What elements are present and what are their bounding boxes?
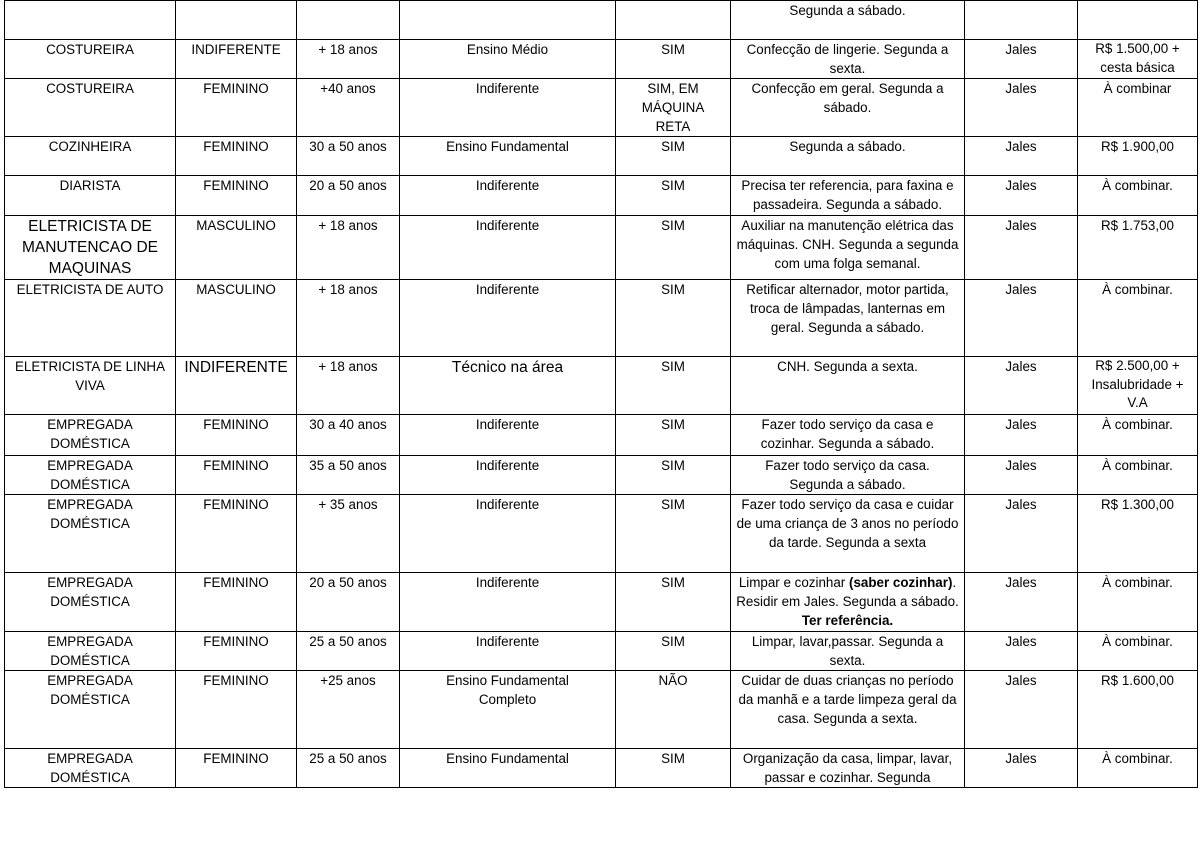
experiencia-cell: SIM [616,495,731,573]
descricao-cell: Precisa ter referencia, para faxina e passadeira. Segunda a sábado. [731,176,965,216]
escolaridade-cell: Indiferente [400,216,616,280]
descricao-cell: Limpar, lavar,passar. Segunda a sexta. [731,632,965,671]
cidade-cell: Jales [965,749,1078,788]
salario-cell: À combinar. [1078,176,1198,216]
sexo-cell: MASCULINO [176,216,297,280]
descricao-cell: Fazer todo serviço da casa. Segunda a sábado. [731,456,965,495]
cargo-cell: EMPREGADA DOMÉSTICA [5,671,176,749]
escolaridade-cell: Ensino Médio [400,40,616,79]
escolaridade-cell: Indiferente [400,456,616,495]
idade-cell: +25 anos [297,671,400,749]
cargo-cell: ELETRICISTA DE MANUTENCAO DE MAQUINAS [5,216,176,280]
experiencia-cell: SIM [616,632,731,671]
cargo-cell: ELETRICISTA DE AUTO [5,280,176,357]
table-row [5,216,1198,280]
descricao-cell: Cuidar de duas crianças no período da manhã e a tarde limpeza geral da casa. Segunda a sexta. [731,671,965,749]
descricao-cell: Confecção de lingerie. Segunda a sexta. [731,40,965,79]
escolaridade-cell: Indiferente [400,415,616,456]
sexo-cell: FEMININO [176,456,297,495]
sexo-cell: INDIFERENTE [176,357,297,415]
descricao-cell: CNH. Segunda a sexta. [731,357,965,415]
cargo-cell: EMPREGADA DOMÉSTICA [5,415,176,456]
descricao-cell: Fazer todo serviço da casa e cozinhar. Segunda a sábado. [731,415,965,456]
cargo-cell: COSTUREIRA [5,40,176,79]
salario-cell: À combinar. [1078,456,1198,495]
cargo-cell [5,1,176,40]
escolaridade-cell: Técnico na área [400,357,616,415]
cargo-cell: EMPREGADA DOMÉSTICA [5,495,176,573]
cidade-cell: Jales [965,573,1078,632]
descricao-text: Limpar e cozinhar [738,575,849,590]
table-row [5,573,1198,632]
sexo-cell: FEMININO [176,79,297,137]
cidade-cell: Jales [965,632,1078,671]
table-row [5,280,1198,357]
table-row [5,357,1198,415]
cidade-cell: Jales [965,671,1078,749]
cargo-cell: COSTUREIRA [5,79,176,137]
salario-cell [1078,1,1198,40]
experiencia-cell: SIM [616,415,731,456]
experiencia-cell: SIM [616,456,731,495]
descricao-text: . Residir em Jales. Segunda a sábado. [736,575,959,609]
job-listings-table [4,0,1198,788]
salario-cell: R$ 1.900,00 [1078,137,1198,176]
cidade-cell: Jales [965,216,1078,280]
cidade-cell: Jales [965,280,1078,357]
descricao-cell: Retificar alternador, motor partida, troca de lâmpadas, lanternas em geral. Segunda a sábado. [731,280,965,357]
idade-cell: + 18 anos [297,357,400,415]
idade-cell: 30 a 40 anos [297,415,400,456]
descricao-cell: Organização da casa, limpar, lavar, passar e cozinhar. Segunda [731,749,965,788]
cargo-cell: EMPREGADA DOMÉSTICA [5,749,176,788]
idade-cell: 20 a 50 anos [297,176,400,216]
idade-cell: + 18 anos [297,40,400,79]
experiencia-cell: SIM [616,357,731,415]
escolaridade-cell: Indiferente [400,495,616,573]
cidade-cell: Jales [965,137,1078,176]
salario-cell: À combinar. [1078,749,1198,788]
sexo-cell [176,1,297,40]
experiencia-cell [616,1,731,40]
escolaridade-cell: Indiferente [400,573,616,632]
escolaridade-cell: Indiferente [400,176,616,216]
table-row [5,176,1198,216]
table-row [5,137,1198,176]
descricao-cell: Auxiliar na manutenção elétrica das máquinas. CNH. Segunda a segunda com uma folga semanal. [731,216,965,280]
table-row [5,456,1198,495]
cargo-cell: EMPREGADA DOMÉSTICA [5,573,176,632]
sexo-cell: FEMININO [176,632,297,671]
cidade-cell: Jales [965,79,1078,137]
experiencia-cell: SIM [616,280,731,357]
cargo-cell: ELETRICISTA DE LINHA VIVA [5,357,176,415]
idade-cell: + 35 anos [297,495,400,573]
idade-cell: +40 anos [297,79,400,137]
salario-cell: R$ 2.500,00 + Insalubridade + V.A [1078,357,1198,415]
idade-cell: + 18 anos [297,216,400,280]
salario-cell: À combinar. [1078,632,1198,671]
experiencia-cell: SIM [616,573,731,632]
table-row [5,632,1198,671]
descricao-bold-text: Ter referência. [801,613,894,628]
salario-cell: À combinar. [1078,573,1198,632]
idade-cell: 20 a 50 anos [297,573,400,632]
sexo-cell: FEMININO [176,176,297,216]
escolaridade-cell: Ensino Fundamental Completo [400,671,616,749]
cidade-cell: Jales [965,357,1078,415]
descricao-cell: Confecção em geral. Segunda a sábado. [731,79,965,137]
descricao-bold-text: (saber cozinhar) [848,575,953,590]
table-row [5,415,1198,456]
sexo-cell: FEMININO [176,671,297,749]
idade-cell: 25 a 50 anos [297,749,400,788]
escolaridade-cell: Indiferente [400,632,616,671]
cargo-cell: COZINHEIRA [5,137,176,176]
cargo-cell: DIARISTA [5,176,176,216]
cidade-cell: Jales [965,415,1078,456]
cidade-cell [965,1,1078,40]
table-row [5,671,1198,749]
descricao-cell: Segunda a sábado. [731,137,965,176]
cidade-cell: Jales [965,495,1078,573]
experiencia-cell: SIM [616,40,731,79]
table-row [5,79,1198,137]
experiencia-cell: SIM, EM MÁQUINA RETA [616,79,731,137]
salario-cell: R$ 1.300,00 [1078,495,1198,573]
cargo-cell: EMPREGADA DOMÉSTICA [5,632,176,671]
idade-cell: 30 a 50 anos [297,137,400,176]
cidade-cell: Jales [965,456,1078,495]
descricao-cell: Fazer todo serviço da casa e cuidar de uma criança de 3 anos no período da tarde. Segunda a sexta [731,495,965,573]
sexo-cell: FEMININO [176,495,297,573]
cargo-cell: EMPREGADA DOMÉSTICA [5,456,176,495]
idade-cell: 35 a 50 anos [297,456,400,495]
table-row [5,40,1198,79]
idade-cell: + 18 anos [297,280,400,357]
salario-cell: R$ 1.753,00 [1078,216,1198,280]
sexo-cell: FEMININO [176,573,297,632]
sexo-cell: FEMININO [176,749,297,788]
salario-cell: À combinar. [1078,415,1198,456]
escolaridade-cell [400,1,616,40]
sexo-cell: FEMININO [176,415,297,456]
experiencia-cell: SIM [616,216,731,280]
escolaridade-cell: Indiferente [400,280,616,357]
salario-cell: À combinar [1078,79,1198,137]
table-row [5,495,1198,573]
salario-cell: R$ 1.600,00 [1078,671,1198,749]
salario-cell: R$ 1.500,00 + cesta básica [1078,40,1198,79]
cidade-cell: Jales [965,40,1078,79]
escolaridade-cell: Ensino Fundamental [400,137,616,176]
descricao-cell: Segunda a sábado. [731,1,965,40]
table-row [5,1,1198,40]
descricao-cell [731,573,965,632]
experiencia-cell: SIM [616,176,731,216]
experiencia-cell: SIM [616,137,731,176]
idade-cell [297,1,400,40]
experiencia-cell: SIM [616,749,731,788]
cidade-cell: Jales [965,176,1078,216]
escolaridade-cell: Ensino Fundamental [400,749,616,788]
sexo-cell: INDIFERENTE [176,40,297,79]
sexo-cell: MASCULINO [176,280,297,357]
salario-cell: À combinar. [1078,280,1198,357]
escolaridade-cell: Indiferente [400,79,616,137]
experiencia-cell: NÃO [616,671,731,749]
idade-cell: 25 a 50 anos [297,632,400,671]
table-row [5,749,1198,788]
sexo-cell: FEMININO [176,137,297,176]
